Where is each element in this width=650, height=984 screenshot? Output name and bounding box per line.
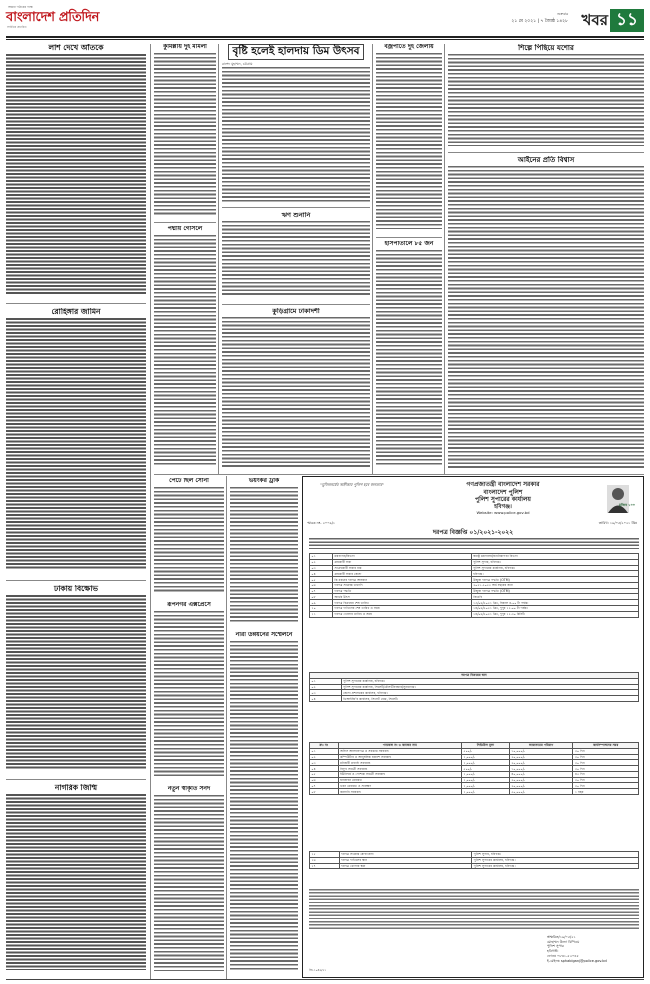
table-cell: ০২ xyxy=(310,754,339,760)
table-cell: ১ বছর xyxy=(573,789,639,795)
article-headline: নাগরিক জিম্মি xyxy=(54,784,98,792)
page-footer-rule xyxy=(6,979,644,980)
article-body xyxy=(154,487,224,593)
ad-title: দরপত্র বিজ্ঞপ্তি ০১/২০২১-২০২২ xyxy=(432,529,514,536)
tender-info-table xyxy=(309,553,639,618)
signature-line: হবিগঞ্জ। xyxy=(547,949,559,954)
ad-memo: স্মারক নং- ২০০৯/১ xyxy=(307,521,336,525)
masthead xyxy=(6,6,644,36)
article-body xyxy=(6,595,146,769)
table-cell: ০২ xyxy=(310,684,342,690)
table-cell: ৫০০/- xyxy=(462,766,510,772)
table-cell: ৪০,০০০/- xyxy=(509,771,573,777)
signature-line: মোহাম্মদ উল্যা বিপিএম xyxy=(547,939,580,944)
table-cell: ৩০ দিন xyxy=(573,766,639,772)
table-cell: ১৫ xyxy=(310,852,340,858)
article-body xyxy=(222,67,370,204)
table-cell: ০২ xyxy=(310,559,333,565)
article-headline: শিল্পে পিছিয়ে যশোর xyxy=(518,44,574,52)
table-cell: ০৪ xyxy=(310,766,339,772)
table-cell: ১,০০০/- xyxy=(462,754,510,760)
ad-gov-line: পুলিশ সুপারের কার্যালয় xyxy=(475,496,531,503)
article xyxy=(376,241,442,471)
table-cell: ০১ xyxy=(310,748,339,754)
table-cell: ০৮ xyxy=(310,594,333,600)
table-cell: অর্থের উৎস xyxy=(333,594,472,600)
table-cell: ৩০ দিন xyxy=(573,783,639,789)
article-headline: কুড়িগ্রামে ঢাকাদশী xyxy=(272,308,320,315)
article-body xyxy=(154,235,216,467)
table-cell: ০৭ xyxy=(310,783,339,789)
article-body xyxy=(376,53,442,229)
table-header: দরপত্র বিক্রয়ের স্থান xyxy=(310,673,639,679)
table-cell: পুলিশ সুপার, হবিগঞ্জ। xyxy=(472,852,639,858)
table-cell: দরপত্র দাখিলের শেষ তারিখ ও সময় xyxy=(333,606,472,612)
table-cell: পুলিশ সুপার, হবিগঞ্জ। xyxy=(471,559,638,565)
article-headline: ঢাকায় বিক্ষোভ xyxy=(53,585,99,593)
table-row xyxy=(310,789,639,795)
masthead-rule-thin xyxy=(6,39,644,40)
logo-tagline: আমরা পাঠকের পক্ষে xyxy=(8,5,33,9)
ad-slogan: "মুজিববর্ষের অঙ্গীকার পুলিশ হবে জনতার" xyxy=(320,482,384,487)
table-cell: জিওবি xyxy=(471,594,638,600)
table-cell: বিদ্যুৎ সামগ্রী সরবরাহ xyxy=(338,766,461,772)
ad-gov-line: বাংলাদেশ পুলিশ xyxy=(483,488,523,496)
newspaper-logo: বাংলাদেশ প্রতিদিন xyxy=(6,10,100,25)
table-cell: ১,০০০/- xyxy=(462,777,510,783)
article xyxy=(154,44,216,219)
table-cell: ৩০ দিন xyxy=(573,748,639,754)
article-body xyxy=(6,54,146,294)
ad-terms-text xyxy=(309,889,639,929)
table-cell: জ্বালানি সরবরাহ xyxy=(338,789,461,795)
table-cell: পুলিশ সুপারের কার্যালয়, হবিগঞ্জ। xyxy=(341,678,638,684)
table-cell: ০১ xyxy=(310,554,333,560)
tender-package-table xyxy=(309,742,639,795)
table-cell: ১১ xyxy=(310,611,333,617)
table-cell: ৩০ দিন xyxy=(573,760,639,766)
table-header-cell: প্যাকেজ নং ও কাজের নাম xyxy=(338,743,461,749)
article-divider xyxy=(154,474,644,475)
table-cell: পুলিশ সুপারের কার্যালয়, হবিগঞ্জ। xyxy=(471,565,638,571)
article-headline: পদ্মায় গোসলে xyxy=(167,226,203,232)
column-rule xyxy=(372,44,373,474)
table-cell: ১৬ xyxy=(310,857,340,863)
column-rule xyxy=(226,476,227,979)
table-cell: ০৪ xyxy=(310,571,333,577)
ad-code: জি-১০৪৬/২১ xyxy=(309,968,327,972)
table-cell: কি ধরনের দরপত্র আহবান xyxy=(333,577,472,583)
table-cell: উন্মুক্ত দরপত্র পদ্ধতি (OTM) xyxy=(471,588,638,594)
table-cell: ১০,০০০/- xyxy=(509,766,573,772)
article-byline: রাশেদ মুহাম্মদ, চট্টগ্রাম xyxy=(222,61,253,66)
ad-website: Website: www.police.gov.bd xyxy=(476,510,530,516)
article-headline: নতুন স্বীকৃতি সনদ xyxy=(167,786,211,792)
lead-headline: বৃষ্টি হলেই হালদায় ডিম উৎসব xyxy=(228,44,364,60)
table-row xyxy=(310,611,639,617)
table-header-cell: ক্রঃ নং xyxy=(310,743,339,749)
table-cell: দরপত্র সংক্রান্ত তথ্যাদি xyxy=(333,582,472,588)
table-cell: পুলিশ সুপারের কার্যালয়, হবিগঞ্জ। xyxy=(472,863,639,869)
table-cell: পুলিশ সুপারের কার্যালয়, হবিগঞ্জ। xyxy=(472,857,639,863)
article xyxy=(6,784,146,976)
article-divider xyxy=(222,207,370,208)
article-divider xyxy=(6,303,146,304)
table-cell: ১,০০০/- xyxy=(462,771,510,777)
article xyxy=(230,632,298,976)
table-cell: অফিস আসবাবপত্র ও সরঞ্জাম সরবরাহ xyxy=(338,748,461,754)
table-cell: ০৯ xyxy=(310,600,333,606)
table-cell: ১,০০০/- xyxy=(462,789,510,795)
masthead-rule xyxy=(6,36,644,38)
table-cell: কম্পিউটার ও আনুষঙ্গিক যন্ত্রাংশ সরবরাহ xyxy=(338,754,461,760)
article-headline: রোহিঙ্গার জামিন xyxy=(51,308,101,316)
table-cell: ২০,০০০/- xyxy=(509,783,573,789)
article-divider xyxy=(222,304,370,305)
tender-contact-table xyxy=(309,851,639,869)
article xyxy=(448,156,644,471)
table-cell: ১,০০০/- xyxy=(462,760,510,766)
table-row xyxy=(310,696,639,702)
table-cell: দরপত্র বিক্রয়ের শেষ তারিখ xyxy=(333,600,472,606)
table-cell: ০৩ xyxy=(310,760,339,766)
table-cell: ৩০ দিন xyxy=(573,754,639,760)
article xyxy=(6,585,146,775)
table-cell: হবিগঞ্জ। xyxy=(471,571,638,577)
ad-gov-line: হবিগঞ্জ। xyxy=(494,503,512,510)
table-cell: ক্রয়কারী সত্তার জেলা xyxy=(333,571,472,577)
article-headline: আইনের প্রতি বিশ্বাস xyxy=(517,156,575,164)
table-cell: ০৫ xyxy=(310,771,339,777)
article-divider xyxy=(6,779,146,780)
table-cell: যানবাহন মেরামত xyxy=(338,777,461,783)
table-cell: জেলা প্রশাসকের কার্যালয়, হবিগঞ্জ। xyxy=(341,690,638,696)
article-headline: ভয়ংকর ট্রাক xyxy=(248,478,280,484)
table-cell: দরপত্র দাখিলের স্থান xyxy=(339,857,471,863)
article-body xyxy=(376,250,442,466)
article xyxy=(222,308,370,471)
table-cell: ১৭ xyxy=(310,863,340,869)
ad-intro-text xyxy=(309,538,639,549)
signature-line: ফোনঃ ০৮৩১-৫২০৪৫ xyxy=(547,953,579,958)
column-rule xyxy=(444,44,445,474)
page-number-badge: ১১ xyxy=(610,9,644,32)
table-cell: ২০,০০০/- xyxy=(509,754,573,760)
article xyxy=(222,212,370,300)
article xyxy=(448,44,644,149)
table-cell: মন্ত্রণালয়/বিভাগ xyxy=(333,554,472,560)
table-cell: ভবন মেরামত ও সংরক্ষণ xyxy=(338,783,461,789)
article-divider xyxy=(376,237,442,238)
article-headline: কুমিল্লায় দুই মামলা xyxy=(163,44,207,50)
tender-notice-ad xyxy=(302,476,644,978)
table-cell: মনিহারী দ্রব্যাদি সরবরাহ xyxy=(338,760,461,766)
article-body xyxy=(230,487,298,623)
table-cell: দরপত্র পদ্ধতি xyxy=(333,588,472,594)
article xyxy=(154,786,224,976)
article xyxy=(154,226,216,471)
column-rule xyxy=(218,44,219,474)
article-body xyxy=(6,318,146,570)
table-cell: সংগ্রহকারী সত্তার নাম xyxy=(333,565,472,571)
table-cell: স্বরাষ্ট্র মন্ত্রণালয়/জননিরাপত্তা বিভাগ xyxy=(471,554,638,560)
article-body xyxy=(230,641,298,971)
table-cell: ৫০,০০০/- xyxy=(509,789,573,795)
mujib-100-badge: মুজিব ১০০ xyxy=(619,503,636,507)
tender-sale-places-table xyxy=(309,672,639,702)
table-cell: ১৪/০৬/২০২১ খ্রিঃ, দুপুর ১২.৩০ মিনিট। xyxy=(471,611,638,617)
table-cell: ২০,০০০/- xyxy=(509,760,573,766)
ad-date: তারিখ: ১৯/০৫/২০২১ খ্রিঃ xyxy=(598,521,637,525)
signature-line: স্বাক্ষরিত/১৯/০৫/২১ xyxy=(547,935,576,939)
article-divider xyxy=(154,222,216,223)
table-cell: ২০২১-২০২২ অর্থ বছরের জন্য xyxy=(471,582,638,588)
ad-signature xyxy=(547,935,637,963)
lead-article xyxy=(222,44,370,204)
table-cell: ৩০ দিন xyxy=(573,777,639,783)
table-cell: ০৬ xyxy=(310,777,339,783)
article-headline: লাশ দেখে আঁতকে xyxy=(48,44,104,52)
article-headline: নারী উন্নয়নের সম্মেলনে xyxy=(235,632,293,638)
article-body xyxy=(448,166,644,468)
issue-date: ২১ মে ২০২১ | ৭ জ্যৈষ্ঠ ১৪২৮ xyxy=(511,19,568,24)
article xyxy=(154,478,224,598)
table-cell: পুলিশ সুপারের কার্যালয়, সিলেট/মৌলভীবাজার/সুনামগঞ্জ। xyxy=(341,684,638,690)
article xyxy=(376,44,442,234)
article-headline: হাসপাতালে ৮৫ জন xyxy=(384,241,434,247)
table-cell: ০৩ xyxy=(310,565,333,571)
article-headline: ঋণ শুনানি xyxy=(281,212,311,219)
article-headline: রূপনগর এক্সপ্রেসে xyxy=(167,602,211,608)
article xyxy=(6,308,146,576)
table-cell: ৫০০/- xyxy=(462,748,510,754)
table-row xyxy=(310,863,639,869)
logo-subtitle: সর্বাধিক প্রচারিত xyxy=(7,25,27,29)
table-cell: ০৪ xyxy=(310,696,342,702)
article-body xyxy=(448,54,644,146)
table-header-cell: কার্যসম্পাদনের সময় xyxy=(573,743,639,749)
table-cell: ০৫ xyxy=(310,577,333,583)
article-body xyxy=(222,317,370,467)
signature-line: ই-মেইলঃ sphabiganj@police.gov.bd xyxy=(547,958,607,963)
ad-header xyxy=(403,481,603,516)
table-cell: ১৪/০৬/২০২১ খ্রিঃ, দুপুর ১২.০০ টা পর্যন্ত। xyxy=(471,606,638,612)
section-title: খবর xyxy=(581,11,608,29)
article-body xyxy=(154,795,224,971)
table-cell: ২০,০০০/- xyxy=(509,777,573,783)
article-body xyxy=(222,221,370,297)
article xyxy=(154,602,224,782)
article xyxy=(230,478,298,628)
issue-day: শুক্রবার xyxy=(557,12,568,16)
table-header-cell: সিডিউল মূল্য xyxy=(462,743,510,749)
table-cell: ডিআইজি'র কার্যালয়, সিলেট রেঞ্জ, সিলেট। xyxy=(341,696,638,702)
article xyxy=(6,44,146,300)
mujib-portrait-icon xyxy=(603,483,639,517)
table-cell: দরপত্র খোলার তারিখ ও সময় xyxy=(333,611,472,617)
table-cell: ১,০০০/- xyxy=(462,783,510,789)
article-divider xyxy=(6,580,146,581)
table-cell: ০১ xyxy=(310,678,342,684)
table-cell: ১০ xyxy=(310,606,333,612)
table-cell: দরপত্র সংক্রান্ত যোগাযোগ xyxy=(339,852,471,858)
article-headline: বজ্রপাতে দুই জেলায় xyxy=(384,44,434,50)
table-cell: ক্রয়কারী সত্তা xyxy=(333,559,472,565)
table-cell: ইউনিফর্ম ও পোশাক সামগ্রী সরবরাহ xyxy=(338,771,461,777)
article-headline: পেটে ছিল সোনা xyxy=(169,478,209,484)
table-header-cell: জামানতের পরিমাণ xyxy=(509,743,573,749)
article-divider xyxy=(448,152,644,153)
table-cell: ০৮ xyxy=(310,789,339,795)
article-body xyxy=(154,611,224,777)
ad-gov-line: গণপ্রজাতন্ত্রী বাংলাদেশ সরকার xyxy=(466,481,540,488)
column-rule xyxy=(150,44,151,979)
table-cell: ০৬ xyxy=(310,582,333,588)
table-cell: ১০,০০০/- xyxy=(509,748,573,754)
article-body xyxy=(6,794,146,970)
table-cell: ০৩ xyxy=(310,690,342,696)
signature-line: পুলিশ সুপার xyxy=(547,944,564,949)
table-cell: ৪৫ দিন xyxy=(573,771,639,777)
article-body xyxy=(154,53,216,215)
table-cell: ১৩/০৬/২০২১ খ্রিঃ, বিকাল ৪.০০ টা পর্যন্ত। xyxy=(471,600,638,606)
table-cell: ০৭ xyxy=(310,588,333,594)
table-cell: দরপত্র খোলার স্থান xyxy=(339,863,471,869)
table-cell: উন্মুক্ত দরপত্র পদ্ধতি (OTM) xyxy=(471,577,638,583)
